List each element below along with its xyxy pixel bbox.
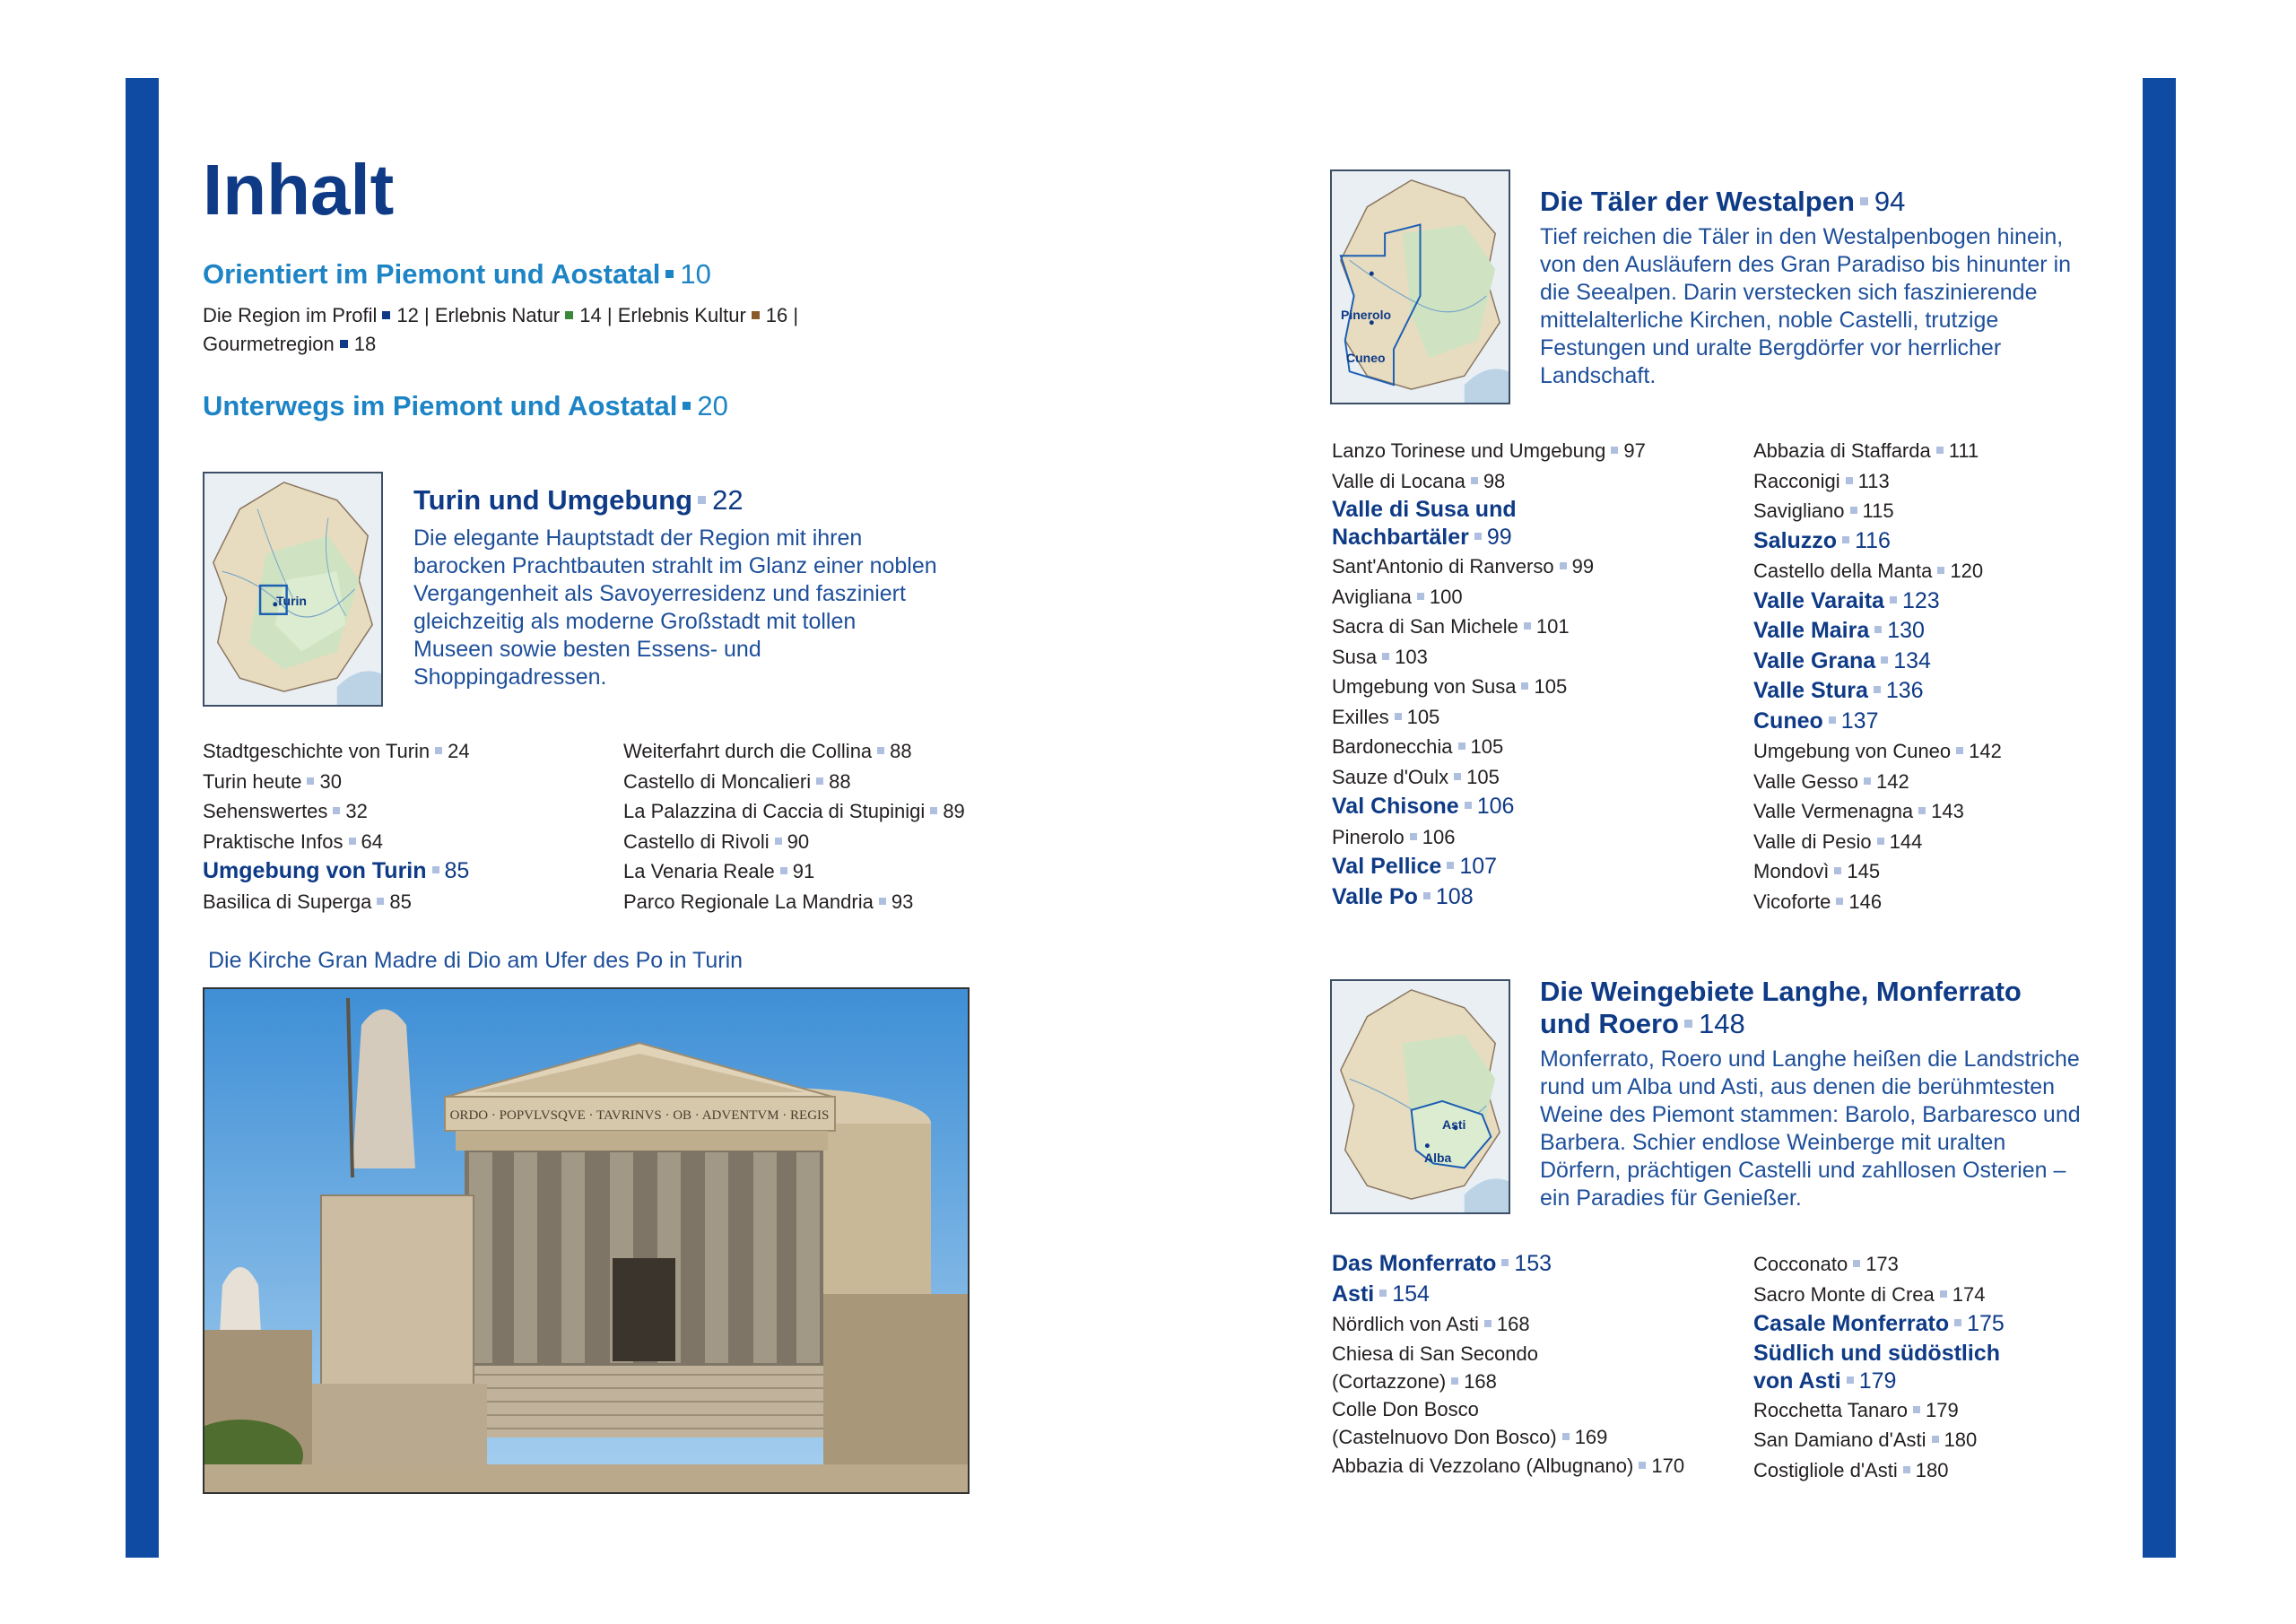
list-item[interactable]: San Damiano d'Asti 180 [1753,1429,1978,1451]
separator: | [606,304,613,326]
chapter-title-westalpen[interactable] [1540,186,1905,218]
list-item[interactable]: von Asti 179 [1753,1368,1897,1394]
chapter-page: 94 [1874,186,1906,217]
photo-caption: Die Kirche Gran Madre di Dio am Ufer des Po in Turin [208,948,744,973]
list-item[interactable]: Mondovì 145 [1753,860,1881,882]
section-page: 20 [697,390,728,421]
list-item[interactable]: Sauze d'Oulx 105 [1332,765,1500,788]
left-page-bar [126,78,159,1558]
orient-item[interactable]: Gourmetregion [203,333,335,355]
list-item[interactable]: Parco Regionale La Mandria 93 [623,890,914,913]
separator: | [424,304,430,326]
page-marker [683,402,691,410]
list-item[interactable]: Pinerolo 106 [1332,825,1456,848]
westalpen-region-map [1330,169,1510,404]
list-item[interactable]: Castello di Rivoli 90 [623,829,810,853]
langhe-list-col2 [1753,1249,2005,1485]
orient-item-page: 16 [765,304,788,326]
orient-subitems [203,301,884,359]
list-item[interactable]: Valle Grana 134 [1753,647,1931,673]
list-item[interactable]: Valle di Susa und [1332,497,1517,522]
list-item[interactable]: Costigliole d'Asti 180 [1753,1458,1949,1481]
page-marker [382,311,390,319]
list-item[interactable]: La Palazzina di Caccia di Stupinigi 89 [623,800,965,822]
section-unterwegs[interactable] [203,391,728,421]
list-item[interactable]: Valle Po 108 [1332,883,1474,909]
orient-item[interactable]: Die Region im Profil [203,304,378,326]
list-item[interactable]: Praktische Infos 64 [203,829,383,853]
list-item[interactable]: Valle di Pesio 144 [1753,829,1923,853]
list-item[interactable]: (Cortazzone) 168 [1332,1369,1497,1393]
list-item[interactable]: Bardonecchia 105 [1332,735,1504,758]
section-label: Unterwegs im Piemont und Aostatal [203,390,678,421]
section-label: Orientiert im Piemont und Aostatal [203,258,661,290]
list-item[interactable]: Stadtgeschichte von Turin 24 [203,740,470,762]
right-page-bar [2143,78,2176,1558]
langhe-region-map [1330,979,1510,1214]
list-item[interactable]: Turin heute 30 [203,769,342,793]
list-item[interactable]: Südlich und südöstlich [1753,1340,2000,1366]
chapter-title-langhe[interactable] [1540,976,2022,1040]
section-orientiert[interactable] [203,259,711,290]
list-item[interactable]: Lanzo Torinese und Umgebung 97 [1332,439,1646,462]
list-item[interactable]: Colle Don Bosco [1332,1397,1479,1420]
orient-item[interactable]: Erlebnis Natur [434,304,561,326]
turin-list-col1 [203,736,470,916]
list-item[interactable]: Sant'Antonio di Ranverso 99 [1332,555,1595,578]
chapter-title-turin[interactable] [413,484,744,517]
map-label-alba: Alba [1424,1151,1452,1165]
turin-list-col2 [623,736,965,916]
section-page: 10 [680,258,711,290]
list-item[interactable]: Racconigi 113 [1753,469,1890,492]
westalpen-list-col2 [1753,436,2002,916]
orient-item-page: 18 [353,333,377,355]
list-item[interactable]: Casale Monferrato 175 [1753,1311,2005,1336]
list-item[interactable]: Susa 103 [1332,645,1428,668]
list-item[interactable]: Avigliana 100 [1332,585,1463,608]
list-item[interactable]: Umgebung von Cuneo 142 [1753,740,2002,762]
list-item[interactable]: Valle Maira 130 [1753,618,1925,643]
orient-item-page: 12 [396,304,419,326]
list-item[interactable]: Sehenswertes 32 [203,800,368,822]
list-item[interactable]: Val Chisone 106 [1332,794,1515,819]
list-item[interactable]: La Venaria Reale 91 [623,860,815,882]
list-item[interactable]: Cuneo 137 [1753,708,1879,734]
list-item[interactable]: Valle Vermenagna 143 [1753,800,1964,822]
list-item[interactable]: Abbazia di Staffarda 111 [1753,439,1979,462]
page-marker [698,496,706,504]
turin-region-map [203,472,383,707]
list-item[interactable]: Vicoforte 146 [1753,890,1883,913]
list-item[interactable]: (Castelnuovo Don Bosco) 169 [1332,1425,1608,1448]
list-item[interactable]: Umgebung von Susa 105 [1332,675,1568,698]
orient-item-page: 14 [579,304,602,326]
page-marker [752,311,760,319]
chapter-description-turin: Die elegante Hauptstadt der Region mit ihren barocken Prachtbauten strahlt im Glanz einer noblen Vergangenheit als Savoyerresidenz und fasziniert gleichzeitig als moderne Großstadt mit tollen Museen sowie besten Essens- und Shoppingadressen. [413,525,937,690]
chapter-title-text: Die Weingebiete Langhe, Monferrato [1540,976,2022,1007]
list-item[interactable]: Weiterfahrt durch die Collina 88 [623,740,912,762]
chapter-title-text: und Roero [1540,1008,1679,1039]
chapter-page: 22 [712,484,744,516]
list-item[interactable]: Castello di Moncalieri 88 [623,769,851,793]
list-item[interactable]: Chiesa di San Secondo [1332,1342,1538,1365]
list-item[interactable]: Valle Stura 136 [1753,678,1924,703]
list-item[interactable]: Abbazia di Vezzolano (Albugnano) 170 [1332,1454,1685,1477]
page-marker [1684,1020,1692,1028]
list-item[interactable]: Valle Gesso 142 [1753,769,1909,793]
list-item[interactable]: Cocconato 173 [1753,1253,1899,1275]
page-marker [340,340,348,348]
list-item[interactable]: Nachbartäler 99 [1332,525,1512,550]
page-title: Inhalt [203,150,395,230]
list-item[interactable]: Rocchetta Tanaro 179 [1753,1398,1959,1421]
list-item[interactable]: Exilles 105 [1332,705,1440,728]
map-label-turin: Turin [276,594,307,608]
westalpen-list-col1 [1332,436,1646,912]
list-item[interactable]: Castello della Manta 120 [1753,560,1984,582]
list-item[interactable]: Sacra di San Michele 101 [1332,615,1570,638]
list-item[interactable]: Val Pellice 107 [1332,854,1498,879]
list-item[interactable]: Umgebung von Turin 85 [203,858,470,883]
page-marker [565,311,573,319]
chapter-page: 148 [1699,1008,1745,1039]
church-inscription: ORDO · POPVLVSQVE · TAVRINVS · OB · ADVENTVM · REGIS [449,1108,830,1123]
map-label-asti: Asti [1442,1117,1466,1132]
list-item[interactable]: Asti 154 [1332,1281,1430,1307]
list-item[interactable]: Das Monferrato 153 [1332,1251,1552,1276]
list-item[interactable]: Saluzzo 116 [1753,527,1891,553]
chapter-title-text: Turin und Umgebung [413,484,693,516]
page-marker [665,270,674,278]
map-label-cuneo: Cuneo [1346,351,1386,365]
list-item[interactable]: Savigliano 115 [1753,499,1894,522]
chapter-description-langhe: Monferrato, Roero und Langhe heißen die Landstriche rund um Alba und Asti, aus denen die berühmtesten Weine des Piemont stammen: Barolo, Barbaresco und Barbera. Schier endlose Weinberge mit uralten Dörfern, prächtigen Castelli und zahllosen Osterien – ein Paradies für Genießer. [1540,1046,2081,1211]
church-photo [203,987,970,1494]
list-item[interactable]: Sacro Monte di Crea 174 [1753,1282,1986,1306]
chapter-description-westalpen: Tief reichen die Täler in den Westalpenbogen hinein, von den Ausläufern des Gran Paradiso bis hinunter in die Seealpen. Darin verstecken sich faszinierende mittelalterliche Kirchen, noble Castelli, trutzige Festungen und uralte Bergdörfer vor herrlicher Landschaft. [1540,224,2072,388]
list-item[interactable]: Nördlich von Asti 168 [1332,1313,1530,1335]
map-label-pinerolo: Pinerolo [1341,308,1392,322]
list-item[interactable]: Valle di Locana 98 [1332,469,1506,492]
orient-item[interactable]: Erlebnis Kultur [617,304,746,326]
separator: | [793,304,799,326]
list-item[interactable]: Basilica di Superga 85 [203,890,412,913]
page-marker [1860,197,1868,205]
langhe-list-col1 [1332,1249,1684,1481]
chapter-title-text: Die Täler der Westalpen [1540,186,1855,217]
list-item[interactable]: Valle Varaita 123 [1753,587,1940,613]
